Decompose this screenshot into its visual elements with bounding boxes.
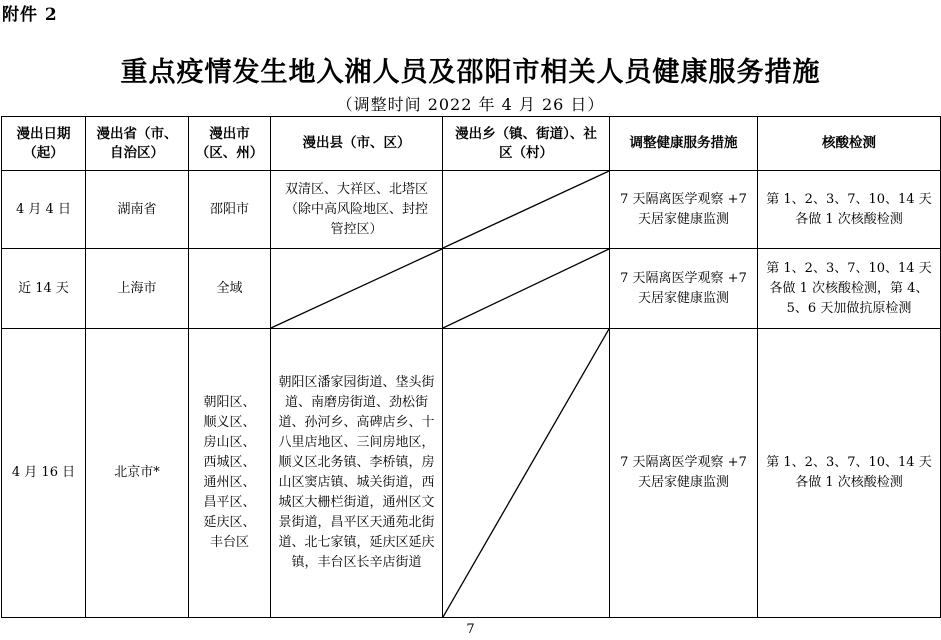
cell-county: 双清区、大祥区、北塔区（除中高风险地区、封控管控区） xyxy=(271,171,443,249)
header-date: 漫出日期（起） xyxy=(2,117,86,171)
document-subtitle: （调整时间 2022 年 4 月 26 日） xyxy=(336,95,605,114)
table-header-row xyxy=(2,117,941,171)
cell-city: 邵阳市 xyxy=(189,171,271,249)
cell-measure: 7 天隔离医学观察 +7 天居家健康监测 xyxy=(610,249,758,329)
header-test: 核酸检测 xyxy=(758,117,941,171)
cell-city: 全域 xyxy=(189,249,271,329)
header-county: 漫出县（市、区） xyxy=(271,117,443,171)
page-number: 7 xyxy=(466,622,475,637)
cell-province: 上海市 xyxy=(86,249,189,329)
cell-town-empty xyxy=(443,249,610,329)
cell-province: 北京市* xyxy=(86,329,189,618)
cell-date: 近 14 天 xyxy=(2,249,86,329)
cell-test: 第 1、2、3、7、10、14 天各做 1 次核酸检测，第 4、5、6 天加做抗原检测 xyxy=(758,249,941,329)
table-row xyxy=(2,249,941,329)
table-row xyxy=(2,171,941,249)
header-town: 漫出乡（镇、街道）、社区（村） xyxy=(443,117,610,171)
cell-city: 朝阳区、顺义区、房山区、西城区、通州区、昌平区、延庆区、丰台区 xyxy=(189,329,271,618)
cell-county-empty xyxy=(271,249,443,329)
cell-province: 湖南省 xyxy=(86,171,189,249)
header-province: 漫出省（市、自治区） xyxy=(86,117,189,171)
diagonal-line xyxy=(271,249,442,328)
header-measure: 调整健康服务措施 xyxy=(610,117,758,171)
cell-measure: 7 天隔离医学观察 +7 天居家健康监测 xyxy=(610,171,758,249)
document-title: 重点疫情发生地入湘人员及邵阳市相关人员健康服务措施 xyxy=(120,57,821,88)
diagonal-line xyxy=(443,171,609,248)
measures-table xyxy=(1,116,941,618)
cell-town-empty xyxy=(443,329,610,618)
cell-test: 第 1、2、3、7、10、14 天各做 1 次核酸检测 xyxy=(758,171,941,249)
cell-date: 4 月 16 日 xyxy=(2,329,86,618)
header-city: 漫出市（区、州） xyxy=(189,117,271,171)
cell-measure: 7 天隔离医学观察 +7 天居家健康监测 xyxy=(610,329,758,618)
cell-test: 第 1、2、3、7、10、14 天各做 1 次核酸检测 xyxy=(758,329,941,618)
diagonal-line xyxy=(443,249,609,328)
attachment-label: 附件 2 xyxy=(2,5,58,25)
cell-county: 朝阳区潘家园街道、垡头街道、南磨房街道、劲松街道、孙河乡、高碑店乡、十八里店地区、三间房地区，顺义区北务镇、李桥镇，房山区窦店镇、城关街道，西城区大栅栏街道，通州区文景街道，昌平区天通苑北街道、北七家镇，延庆区延庆镇，丰台区长辛店街道 xyxy=(271,329,443,618)
cell-date: 4 月 4 日 xyxy=(2,171,86,249)
table-row xyxy=(2,329,941,618)
cell-town-empty xyxy=(443,171,610,249)
diagonal-line xyxy=(443,329,609,617)
